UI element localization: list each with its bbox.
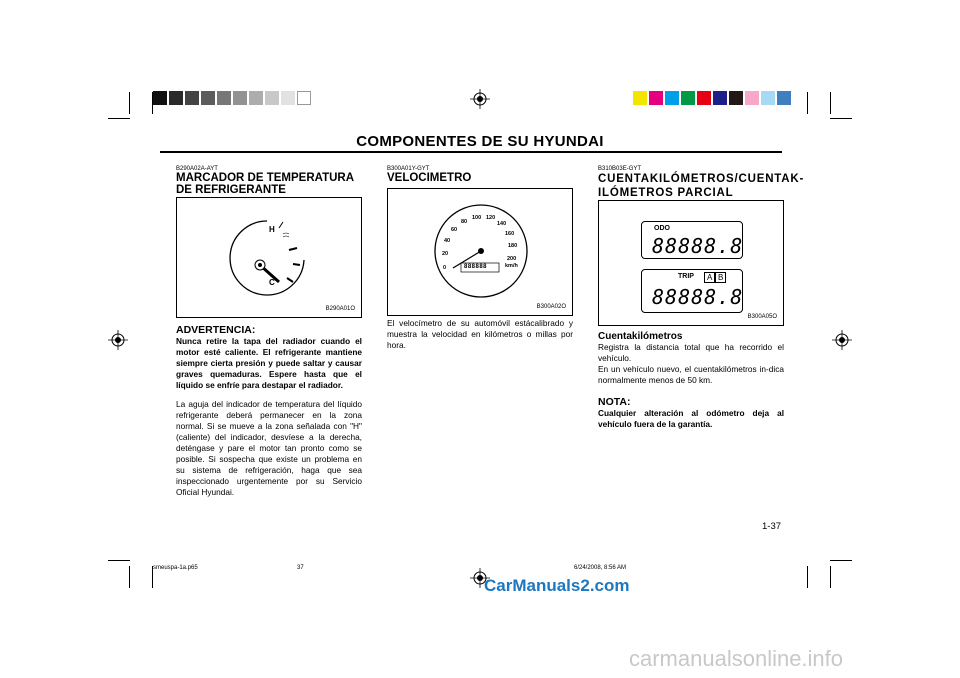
color-swatch <box>761 91 775 105</box>
gray-swatch <box>201 91 215 105</box>
odo-digits: 888888 <box>464 264 488 270</box>
column-temperature <box>176 166 362 196</box>
speed-label: 140 <box>497 221 507 227</box>
warning-text: Nunca retire la tapa del radiador cuando el motor esté caliente. El refrigerante mantiene siempre cierta presión y puede saltar y causar graves quemaduras. Espere hasta que el líquido se enfríe para destapar el radiador. <box>176 336 362 390</box>
trip-label: TRIP <box>678 273 694 280</box>
section-code: B310B03E-GYT <box>598 166 642 172</box>
figure-code: B290A01O <box>325 306 355 312</box>
page-number: 1-37 <box>762 521 782 532</box>
section-code: B290A02A-AYT <box>176 166 218 172</box>
footer-date: 6/24/2008, 8:56 AM <box>574 565 627 571</box>
speed-label: 20 <box>442 251 449 257</box>
speed-label: 200 <box>507 256 517 262</box>
figure-code: B300A02O <box>536 304 566 310</box>
speed-label: 60 <box>451 227 458 233</box>
odometer-body-2: En un vehículo nuevo, el cuentakilómetros in-dica normalmente menos de 50 km. <box>598 364 784 385</box>
gray-swatch <box>265 91 279 105</box>
temperature-body: La aguja del indicador de temperatura del líquido refrigerante deberá permanecer en la zona normal. Si se mueve a la zona señalada con "H" (caliente) del indicador, desvíese a la derecha, deténgase y pare el motor tan pronto como se posible. Si sospecha que existe un problema en su sistema de refrigeración, haga que sea inspeccionado urgentemente por su Servicio Oficial Hyundai. <box>176 399 362 497</box>
speed-label: 120 <box>486 215 496 221</box>
color-swatch <box>665 91 679 105</box>
title-rule <box>160 151 782 153</box>
footer-file: smeuspa-1a.p65 <box>153 565 198 571</box>
speed-label: 160 <box>505 231 515 237</box>
gray-swatch <box>153 91 167 105</box>
trip-a-label: A <box>704 272 715 283</box>
odo-value: 88888.8 <box>652 234 744 258</box>
section-code: B300A01Y-GYT <box>387 166 430 172</box>
color-swatch <box>681 91 695 105</box>
section-heading: CUENTAKILÓMETROS/CUENTAK-ILÓMETROS PARCIAL <box>598 173 805 199</box>
speedometer-figure <box>387 188 573 316</box>
gray-swatch <box>249 91 263 105</box>
column-odometer <box>598 166 805 200</box>
color-swatch <box>649 91 663 105</box>
gray-swatch <box>233 91 247 105</box>
color-swatch <box>633 91 647 105</box>
footer-page: 37 <box>297 565 304 571</box>
gauge-cold-label: C <box>269 278 275 287</box>
speed-label: 180 <box>508 243 518 249</box>
trip-b-label: B <box>715 272 726 283</box>
color-swatch <box>697 91 711 105</box>
speed-scale <box>431 201 531 301</box>
note-title: NOTA: <box>598 396 631 408</box>
odometer-figure <box>598 200 784 326</box>
odometer-body-1: Registra la distancia total que ha recorrido el vehículo. <box>598 342 784 363</box>
temperature-text <box>176 324 362 498</box>
trip-display <box>641 269 743 313</box>
color-swatch <box>729 91 743 105</box>
warning-title: ADVERTENCIA: <box>176 324 256 336</box>
watermark-carmanuals2: CarManuals2.com <box>484 576 630 595</box>
temperature-gauge-icon <box>227 216 307 300</box>
registration-mark-icon <box>832 330 852 350</box>
speed-label: 40 <box>444 238 451 244</box>
color-swatch <box>745 91 759 105</box>
gray-swatch <box>169 91 183 105</box>
column-speedometer <box>387 166 573 184</box>
speed-label: 0 <box>443 265 447 271</box>
section-heading: VELOCIMETRO <box>387 172 472 184</box>
gray-swatch <box>185 91 199 105</box>
gauge-hot-label: H <box>269 225 275 234</box>
color-swatch <box>713 91 727 105</box>
gray-swatch <box>281 91 295 105</box>
registration-mark-icon <box>470 89 490 109</box>
temperature-figure <box>176 197 362 318</box>
odometer-subheading: Cuentakilómetros <box>598 331 683 342</box>
color-swatch <box>777 91 791 105</box>
speed-label: 100 <box>472 215 482 221</box>
speedometer-body: El velocímetro de su automóvil estácalibrado y muestra la velocidad en kilómetros o millas por hora. <box>387 318 573 350</box>
speed-unit: km/h <box>505 263 518 269</box>
section-heading: MARCADOR DE TEMPERATURA DE REFRIGERANTE <box>176 172 354 196</box>
odo-label: ODO <box>654 225 670 232</box>
speed-label: 80 <box>461 219 468 225</box>
figure-code: B300A05O <box>747 314 777 320</box>
watermark-carmanualsonline: carmanualsonline.info <box>629 646 844 671</box>
note-text: Cualquier alteración al odómetro deja al vehículo fuera de la garantía. <box>598 408 784 429</box>
registration-mark-icon <box>108 330 128 350</box>
odo-display <box>641 221 743 259</box>
page-title: COMPONENTES DE SU HYUNDAI <box>356 133 604 150</box>
odometer-text <box>598 331 784 430</box>
gray-swatch <box>297 91 311 105</box>
gray-swatch <box>217 91 231 105</box>
trip-value: 88888.8 <box>652 285 744 309</box>
